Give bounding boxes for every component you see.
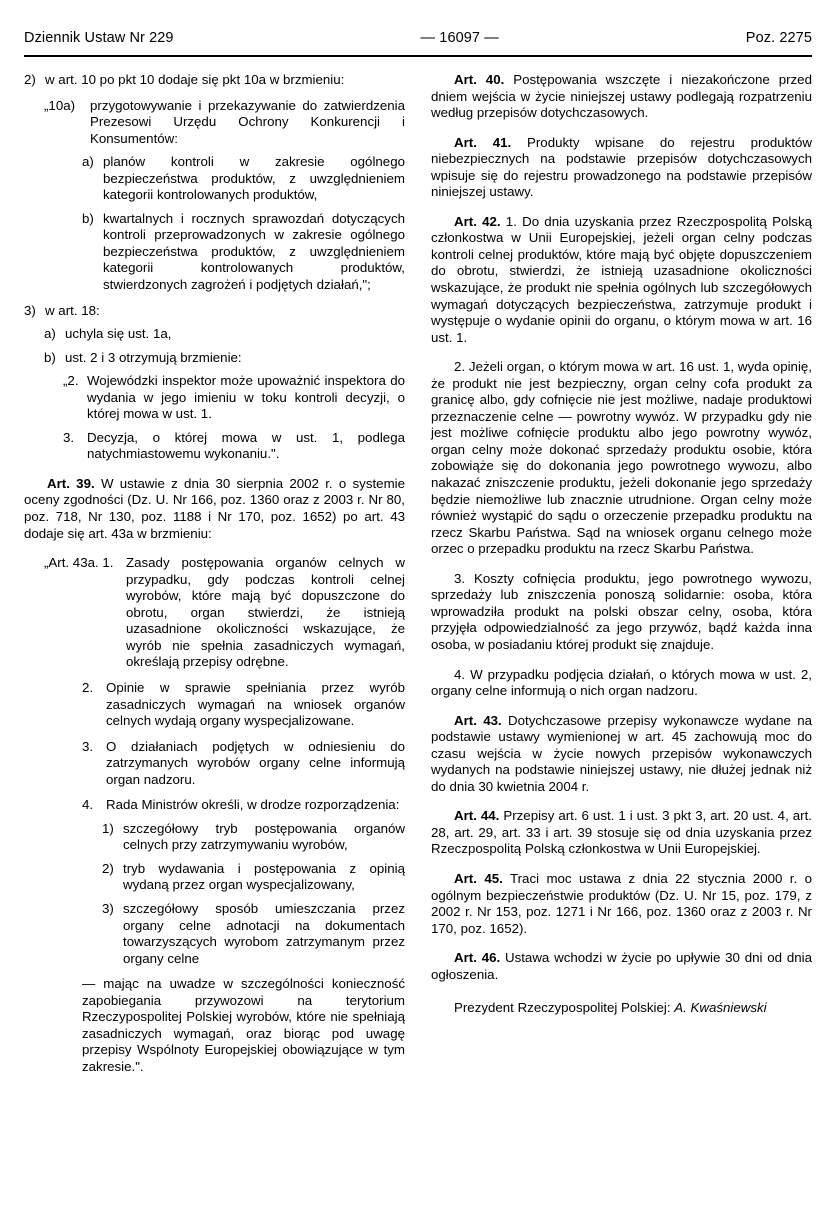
article-label: Art. 45. <box>454 870 503 886</box>
article-43 <box>431 713 812 796</box>
article-label: Art. 46. <box>454 950 501 966</box>
article-text: Przepisy art. 6 ust. 1 i ust. 3 pkt 3, art. 20 ust. 4, art. 28, art. 29, art. 33 i art. 39 stosuje się od dnia uzyskania przez Rzeczpospolitą Polską członkostwa w Unii Europejskiej. <box>431 808 812 857</box>
list-item-text: szczegółowy sposób umieszczania przez organy celne adnotacji na dokumentach towarzyszących wyrobom zatrzymanym przez organy celne <box>123 900 405 966</box>
article-43a-point-4-closing <box>82 976 405 1075</box>
list-item-3 <box>24 303 405 320</box>
article-43a-point-3 <box>82 739 405 789</box>
article-43a-point-2 <box>82 680 405 730</box>
list-item-text: O działaniach podjętych w odniesieniu do zatrzymanych wyrobów organy celne informują organ nadzoru. <box>106 738 405 787</box>
right-column <box>431 72 812 1075</box>
list-item-text: przygotowywanie i przekazywanie do zatwierdzenia Prezesowi Urzędu Ochrony Konkurencji i Konsumentów: <box>90 97 405 146</box>
list-marker: 4. <box>82 797 94 813</box>
signatory-name: A. Kwaśniewski <box>674 1000 767 1016</box>
list-item-10a <box>44 98 405 148</box>
list-item-text: kwartalnych i rocznych sprawozdań dotyczących kontroli przeprowadzonych w zakresie ogólnego bezpieczeństwa produktów, z uwzględnieniem kategorii kontrolowanych produktów, stwierdzonych zagrożeń i podjętych działań,"; <box>103 210 405 293</box>
list-item-text: Zasady postępowania organów celnych w przypadku, gdy podczas kontroli celnej wyrobów, które mają być dopuszczone do obrotu, organ stwierdzi, że istnieją uzasadnione okoliczności wskazujące, że wyrób nie spełnia zasadniczych wymagań, określają przepisy odrębne. <box>126 555 405 670</box>
article-46 <box>431 950 812 983</box>
article-text: 1. Do dnia uzyskania przez Rzeczpospolitą Polską członkostwa w Unii Europejskiej, jeżeli organ celny podczas kontroli celnej produktów, które mają być objęte dopuszczeniem do obrotu, stwierdzi, że istnieją uzasadnione okoliczności wskazujące, że produkt nie spełnia ogólnych lub szczegółowych wymagań dotyczących bezpieczeństwa, zatrzymuje produkt i występuje o wydanie opinii do organu, o którym mowa w art. 16 ust. 1. <box>431 213 812 345</box>
list-item-10a-a <box>82 154 405 204</box>
article-43a-point-4-sub-1 <box>102 821 405 854</box>
list-marker: 2) <box>102 860 114 876</box>
article-43a-point-1 <box>44 555 405 671</box>
article-text: Traci moc ustawa z dnia 22 stycznia 2000 r. o ogólnym bezpieczeństwie produktów (Dz. U. Nr 15, poz. 179, z 2002 r. Nr 153, poz. 1271 i Nr 166, poz. 1360 oraz z 2003 r. Nr 170, poz. 1652). <box>431 870 812 936</box>
article-label: Art. 43. <box>454 712 502 728</box>
list-marker: a) <box>44 326 56 342</box>
list-marker: b) <box>44 349 56 365</box>
article-43a-point-4-sub-2 <box>102 861 405 894</box>
list-item-text: Opinie w sprawie spełniania przez wyrób zasadniczych wymagań na wniosek organów celnych wydają organy wyspecjalizowane. <box>106 679 405 729</box>
article-42-paragraph-3: 3. Koszty cofnięcia produktu, jego powrotnego wywozu, sprzedaży lub zniszczenia ponoszą solidarnie: osoba, która wprowadziła produkt na polski obszar celny, osoba, która przyjęła odpowiedzialność za jego przywóz, bądź każda inna osoba, w posiadaniu której produkt się znajduje. <box>431 570 812 652</box>
article-42-paragraph-4: 4. W przypadku podjęcia działań, o których mowa w ust. 2, organy celne informują o nich organ nadzoru. <box>431 666 812 699</box>
list-item-3-b-2 <box>63 373 405 423</box>
article-text: W ustawie z dnia 30 sierpnia 2002 r. o systemie oceny zgodności (Dz. U. Nr 166, poz. 1360 oraz z 2003 r. Nr 80, poz. 718, Nr 130, poz. 1188 i Nr 170, poz. 1652) po art. 43 dodaje się art. 43a w brzmieniu: <box>24 475 405 541</box>
list-marker: b) <box>82 210 94 226</box>
article-text: Produkty wpisane do rejestru produktów niebezpiecznych na podstawie przepisów dotychczasowych wpisuje się do rejestru prowadzonego na podstawie przepisów niniejszej ustawy. <box>431 134 812 200</box>
list-marker: „Art. 43a. 1. <box>44 555 114 571</box>
list-marker: 3) <box>24 302 36 318</box>
body-columns <box>24 72 812 1075</box>
list-item-text: uchyla się ust. 1a, <box>65 326 172 342</box>
list-item-3-b <box>44 350 405 367</box>
list-item-3-a <box>44 326 405 343</box>
article-43a-point-4 <box>82 797 405 814</box>
list-marker: 2) <box>24 72 36 87</box>
article-text: Ustawa wchodzi w życie po upływie 30 dni od dnia ogłoszenia. <box>431 950 812 982</box>
list-item-text: — mając na uwadze w szczególności konieczność zapobiegania przywozowi na terytorium Rzeczypospolitej Polskiej wyrobów, które nie spełniają zasadniczych wymagań, oraz biorąc pod uwagę przepisy Wspólnoty Europejskiej obowiązujące w tym zakresie.". <box>82 976 405 1074</box>
list-item-2 <box>24 72 405 89</box>
list-item-text: Decyzja, o której mowa w ust. 1, podlega natychmiastowemu wykonaniu.". <box>87 429 405 462</box>
article-label: Art. 41. <box>454 134 512 150</box>
signatory-role: Prezydent Rzeczypospolitej Polskiej: <box>454 1000 675 1016</box>
list-item-text: Wojewódzki inspektor może upoważnić inspektora do wydania w jego imieniu w toku kontroli decyzji, o której mowa w ust. 1. <box>87 373 405 422</box>
article-label: Art. 40. <box>454 72 505 87</box>
list-item-10a-b <box>82 211 405 294</box>
article-40 <box>431 72 812 122</box>
article-text: Dotychczasowe przepisy wykonawcze wydane na podstawie ustawy wymienionej w art. 45 zachowują moc do czasu wejścia w życie nowych przepisów wykonawczych wydanych na podstawie niniejszej ustawy, nie dłużej jednak niż do dnia 30 kwietnia 2004 r. <box>431 712 812 794</box>
list-item-text: tryb wydawania i postępowania z opinią wydaną przez organ wyspecjalizowany, <box>123 860 405 893</box>
article-39 <box>24 476 405 542</box>
article-44 <box>431 808 812 858</box>
list-item-3-b-3 <box>63 430 405 463</box>
article-label: Art. 39. <box>47 475 95 491</box>
list-marker: 3. <box>82 738 94 754</box>
signature-line <box>431 1000 812 1017</box>
list-marker: 3) <box>102 900 114 916</box>
article-41 <box>431 135 812 201</box>
list-marker: 1) <box>102 820 114 836</box>
masthead-rule <box>24 55 812 57</box>
list-marker: 2. <box>82 679 94 695</box>
list-item-text: Rada Ministrów określi, w drodze rozporządzenia: <box>106 797 400 813</box>
article-42-paragraph-2: 2. Jeżeli organ, o którym mowa w art. 16 ust. 1, wyda opinię, że produkt nie jest bezpieczny, organ celny cofa produkt za granicę albo, gdy cofnięcie nie jest możliwe, nadaje produktowi przeznaczenie celne — powrotny wywóz. W przypadku gdy nie jest możliwe cofnięcie produktu albo jego powrotny wywóz, organ celny może dokonać sprzedaży produktu osobie, która zobowiąże się do dokonania jego powrotnego wywozu, albo nakazać zniszczenie produktu, jeżeli dokonanie jego sprzedaży będzie niemożliwe lub znacznie utrudnione. Organ celny może również wystąpić do sądu o orzeczenie przepadku produktu na rzecz Skarbu Państwa. Sąd na wniosek organu celnego może orzec o przepadku produktu na rzecz Skarbu Państwa. <box>431 359 812 557</box>
list-item-text: szczegółowy tryb postępowania organów celnych przy zatrzymywaniu wyrobów, <box>123 820 405 853</box>
list-item-text: planów kontroli w zakresie ogólnego bezpieczeństwa produktów, z uwzględnieniem kategorii kontrolowanych produktów, <box>103 154 405 203</box>
list-item-text: w art. 10 po pkt 10 dodaje się pkt 10a w brzmieniu: <box>45 72 345 87</box>
journal-title: Dziennik Ustaw Nr 229 <box>24 30 174 46</box>
list-item-text: ust. 2 i 3 otrzymują brzmienie: <box>65 349 242 365</box>
list-item-text: w art. 18: <box>45 302 100 318</box>
article-45 <box>431 871 812 937</box>
left-column <box>24 72 405 1075</box>
page-folio-number: — 16097 — <box>420 30 499 46</box>
article-43a-point-4-sub-3 <box>102 901 405 967</box>
list-marker: „2. <box>63 373 79 389</box>
list-marker: a) <box>82 154 94 170</box>
article-42-paragraph-1 <box>431 214 812 346</box>
article-text: Postępowania wszczęte i niezakończone przed dniem wejścia w życie niniejszej ustawy podlegają rozpatrzeniu według przepisów dotychczasowych. <box>431 72 812 121</box>
article-label: Art. 44. <box>454 808 500 824</box>
list-marker: 3. <box>63 429 75 445</box>
position-number: Poz. 2275 <box>745 30 812 46</box>
list-marker: „10a) <box>44 97 76 113</box>
article-label: Art. 42. <box>454 213 501 229</box>
